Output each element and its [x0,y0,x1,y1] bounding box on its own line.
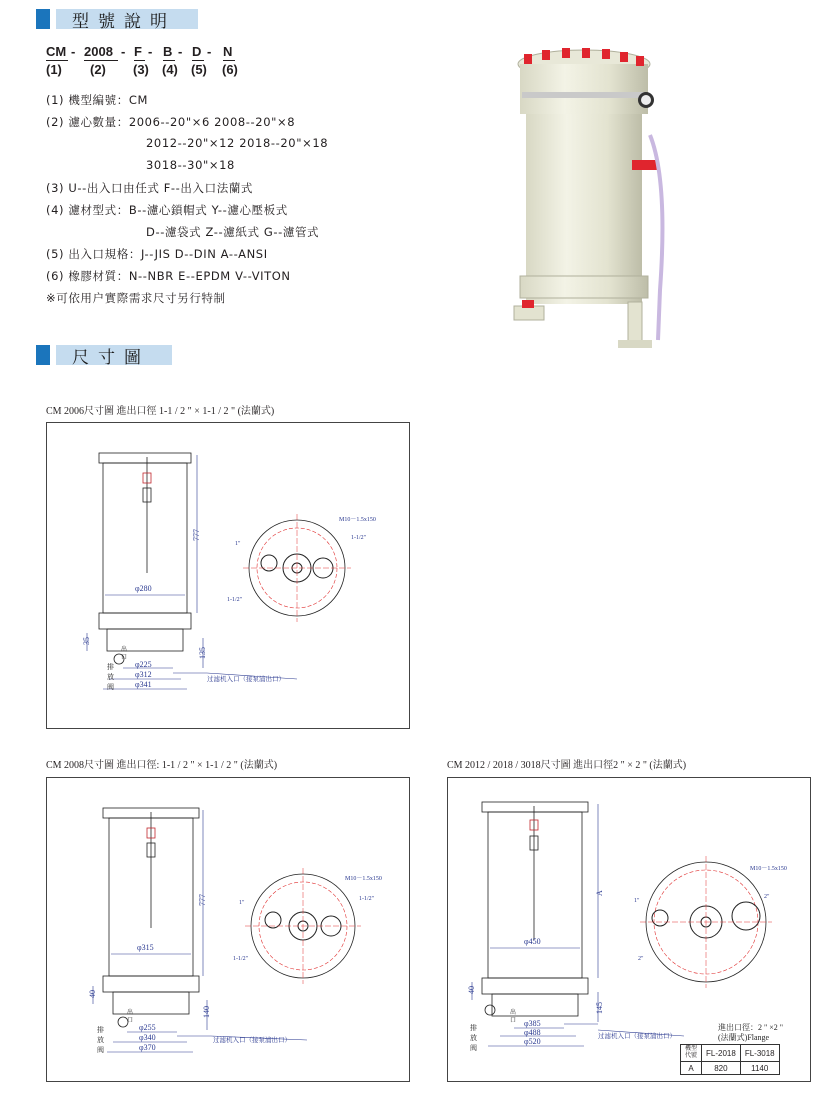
diagram-caption-cm2006: CM 2006尺寸圖 進出口徑 1-1 / 2 " × 1-1 / 2 " (法蘭式) [46,406,275,417]
dim-height: 777 [198,894,207,906]
table-cell: 1140 [740,1062,779,1075]
underline [223,60,235,61]
drain-label: 阀 [107,683,114,691]
size-label: 1" [235,541,241,547]
bolt-label: M10－1.5x150 [339,517,376,523]
outlet-label: 口 [510,1018,517,1024]
outlet-label: 出 [121,647,128,653]
bolt-label: M10－1.5x150 [750,866,787,872]
dim-d385: φ385 [524,1019,541,1028]
outlet-label: 口 [127,1018,134,1024]
spec-line: D--濾袋式 Z--濾紙式 G--濾管式 [146,225,320,239]
table-cell: 820 [702,1062,741,1075]
plan-view [640,856,772,988]
flange-note: (法蘭式)Flange [718,1033,770,1042]
code-part-5: D [192,44,202,59]
dim-diameter: φ450 [524,937,541,946]
code-dash: - [178,44,183,59]
size-label: 1" [239,900,245,906]
dim-d370: φ370 [139,1043,156,1052]
table-col: FL-3018 [740,1045,779,1062]
underline [163,60,175,61]
flange-note: 進出口徑：2 " ×2 " [718,1023,784,1032]
section-header-model [36,8,198,30]
size-label: 1-1/2" [351,535,367,541]
drain-label: 放 [470,1034,477,1042]
diagram-panel-cm2008 [46,777,410,1082]
underline [84,60,118,61]
dim-d312: φ312 [135,670,152,679]
dim-h35: 35 [82,637,91,645]
size-label: 1" [634,898,640,904]
product-photo [500,40,690,360]
outlet-label: 出 [510,1010,517,1016]
size-label: 1-1/2" [359,896,375,902]
table-row-label: A [681,1062,702,1075]
inlet-label: 过滤机入口（接泵浦出口） [598,1033,676,1040]
code-part-6: N [223,44,233,59]
section-title-model: 型號說明 [56,9,198,29]
code-dash: - [207,44,212,59]
spec-line: (3) U--出入口由任式 F--出入口法蘭式 [46,181,254,195]
size-label: 1-1/2" [233,956,249,962]
drawing-cm2012 [448,778,810,1081]
diagram-panel-cm2012 [447,777,811,1082]
outlet-label: 口 [121,655,128,661]
code-part-2: 2008 [84,44,113,59]
spec-line: (6) 橡膠材質：N--NBR E--EPDM V--VITON [46,269,291,283]
drain-label: 放 [107,673,114,681]
drawing-cm2006 [47,423,409,728]
spec-line: 3018--30"×18 [146,158,235,172]
code-part-4: B [163,44,173,59]
drain-label: 阀 [470,1044,477,1052]
underline [134,60,145,61]
dim-d520: φ520 [524,1037,541,1046]
underline [192,60,204,61]
spec-line: (1) 機型編號：CM [46,93,148,107]
header-accent-bar [36,9,50,29]
diagram-panel-cm2006 [46,422,410,729]
code-num-3: (3) [133,62,149,77]
dim-d225: φ225 [135,660,152,669]
code-dash: - [71,44,76,59]
inlet-label: 过滤机入口（接泵浦出口） [213,1037,291,1044]
code-part-1: CM [46,44,67,59]
dim-d255: φ255 [139,1023,156,1032]
spec-table [680,1044,780,1075]
diagram-caption-cm2008: CM 2008尺寸圖 進出口徑: 1-1 / 2 " × 1-1 / 2 " (法蘭式) [46,760,278,771]
drain-label: 放 [97,1036,104,1044]
dim-h135: 135 [198,647,207,659]
code-dash: - [148,44,153,59]
section-title-dimensions: 尺寸圖 [56,345,172,365]
dim-h140: 140 [202,1006,211,1018]
code-num-5: (5) [191,62,207,77]
size-label: 2" [638,956,644,962]
spec-line: (5) 出入口規格：J--JIS D--DIN A--ANSI [46,247,268,261]
inlet-label: 过滤机入口（接泵浦出口） [207,676,285,683]
dim-h145: 145 [595,1002,604,1014]
dim-height: A [595,890,604,896]
dim-h40: 40 [88,990,97,998]
dim-d341: φ341 [135,680,152,689]
drain-label: 阀 [97,1046,104,1054]
dim-d340: φ340 [139,1033,156,1042]
table-col: FL-2018 [702,1045,741,1062]
bolt-label: M10－1.5x150 [345,876,382,882]
dim-d488: φ488 [524,1028,541,1037]
outlet-label: 出 [127,1010,134,1016]
code-dash: - [121,44,126,59]
spec-line: (2) 濾心數量：2006--20"×6 2008--20"×8 [46,115,296,129]
spec-line: ※可依用户實際需求尺寸另行特制 [46,291,226,305]
dim-h40: 40 [467,986,476,994]
plan-view [245,868,361,984]
dim-diameter: φ280 [135,584,152,593]
table-corner: 機型 代號 [681,1045,702,1062]
drain-label: 排 [97,1026,104,1034]
section-header-dimensions [36,344,172,366]
drain-label: 排 [470,1024,477,1032]
code-num-1: (1) [46,62,62,77]
dim-height: 777 [192,529,201,541]
size-label: 2" [764,894,770,900]
plan-view [243,514,351,622]
underline [46,60,68,61]
drain-label: 排 [107,663,114,671]
code-part-3: F [134,44,142,59]
code-num-2: (2) [90,62,106,77]
spec-line: (4) 濾材型式：B--濾心鎖帽式 Y--濾心壓板式 [46,203,288,217]
code-num-6: (6) [222,62,238,77]
size-label: 1-1/2" [227,597,243,603]
diagram-caption-cm2012: CM 2012 / 2018 / 3018尺寸圖 進出口徑2 " × 2 " (法蘭式) [447,760,687,771]
header-accent-bar [36,345,50,365]
spec-line: 2012--20"×12 2018--20"×18 [146,136,329,150]
drawing-cm2008 [47,778,409,1081]
code-num-4: (4) [162,62,178,77]
dim-diameter: φ315 [137,943,154,952]
